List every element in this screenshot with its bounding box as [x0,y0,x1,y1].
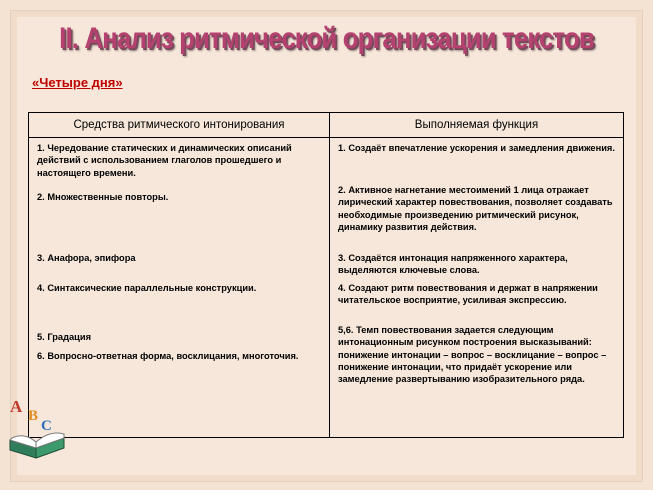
means-item-1: 1. Чередование статических и динамических описаний действий с использованием глаголов прошедшего и настоящего времени. [37,143,292,178]
slide-title: II. Анализ ритмической организации текстов [59,22,594,55]
function-cell [330,138,624,438]
means-item-3: 3. Анафора, эпифора [37,253,136,263]
means-item-5: 5. Градация [37,332,92,342]
means-item-2: 2. Множественные повторы. [37,192,169,202]
function-item-2: 2. Активное нагнетание местоимений 1 лица отражает лирический характер повествования, позволяет создавать необходимые произведению ритмический рисунок, динамику развития действия. [338,185,613,232]
table-header-row [29,113,624,138]
letter-a: A [10,397,23,416]
function-item-5: 5,6. Темп повествования задается следующим интонационным рисунком построения высказываний: понижение интонации – вопрос – восклицание – вопрос – понижение интонации, что придаёт ускорение или замедление развертыванию изобразительного ряда. [338,325,607,385]
subtitle-text: «Четыре дня» [32,75,123,90]
analysis-table [28,112,624,438]
slide-subtitle [32,75,123,90]
means-item-6: 6. Вопросно-ответная форма, восклицания, многоточия. [37,351,299,361]
function-item-4: 4. Создают ритм повествования и держат в напряжении читательское восприятие, усиливая экспрессию. [338,283,598,306]
header-means: Средства ритмического интонирования [29,113,330,138]
abc-book-logo [6,392,72,464]
letter-b: B [28,408,39,424]
header-function: Выполняемая функция [330,113,624,138]
function-item-3: 3. Создаётся интонация напряженного характера, выделяются ключевые слова. [338,253,568,276]
means-cell [29,138,330,438]
letter-c: C [41,418,52,434]
means-item-4: 4. Синтаксические параллельные конструкции. [37,283,257,293]
table-row [29,138,624,438]
open-book-icon [6,392,72,464]
function-item-1: 1. Создаёт впечатление ускорения и замедления движения. [338,143,615,153]
